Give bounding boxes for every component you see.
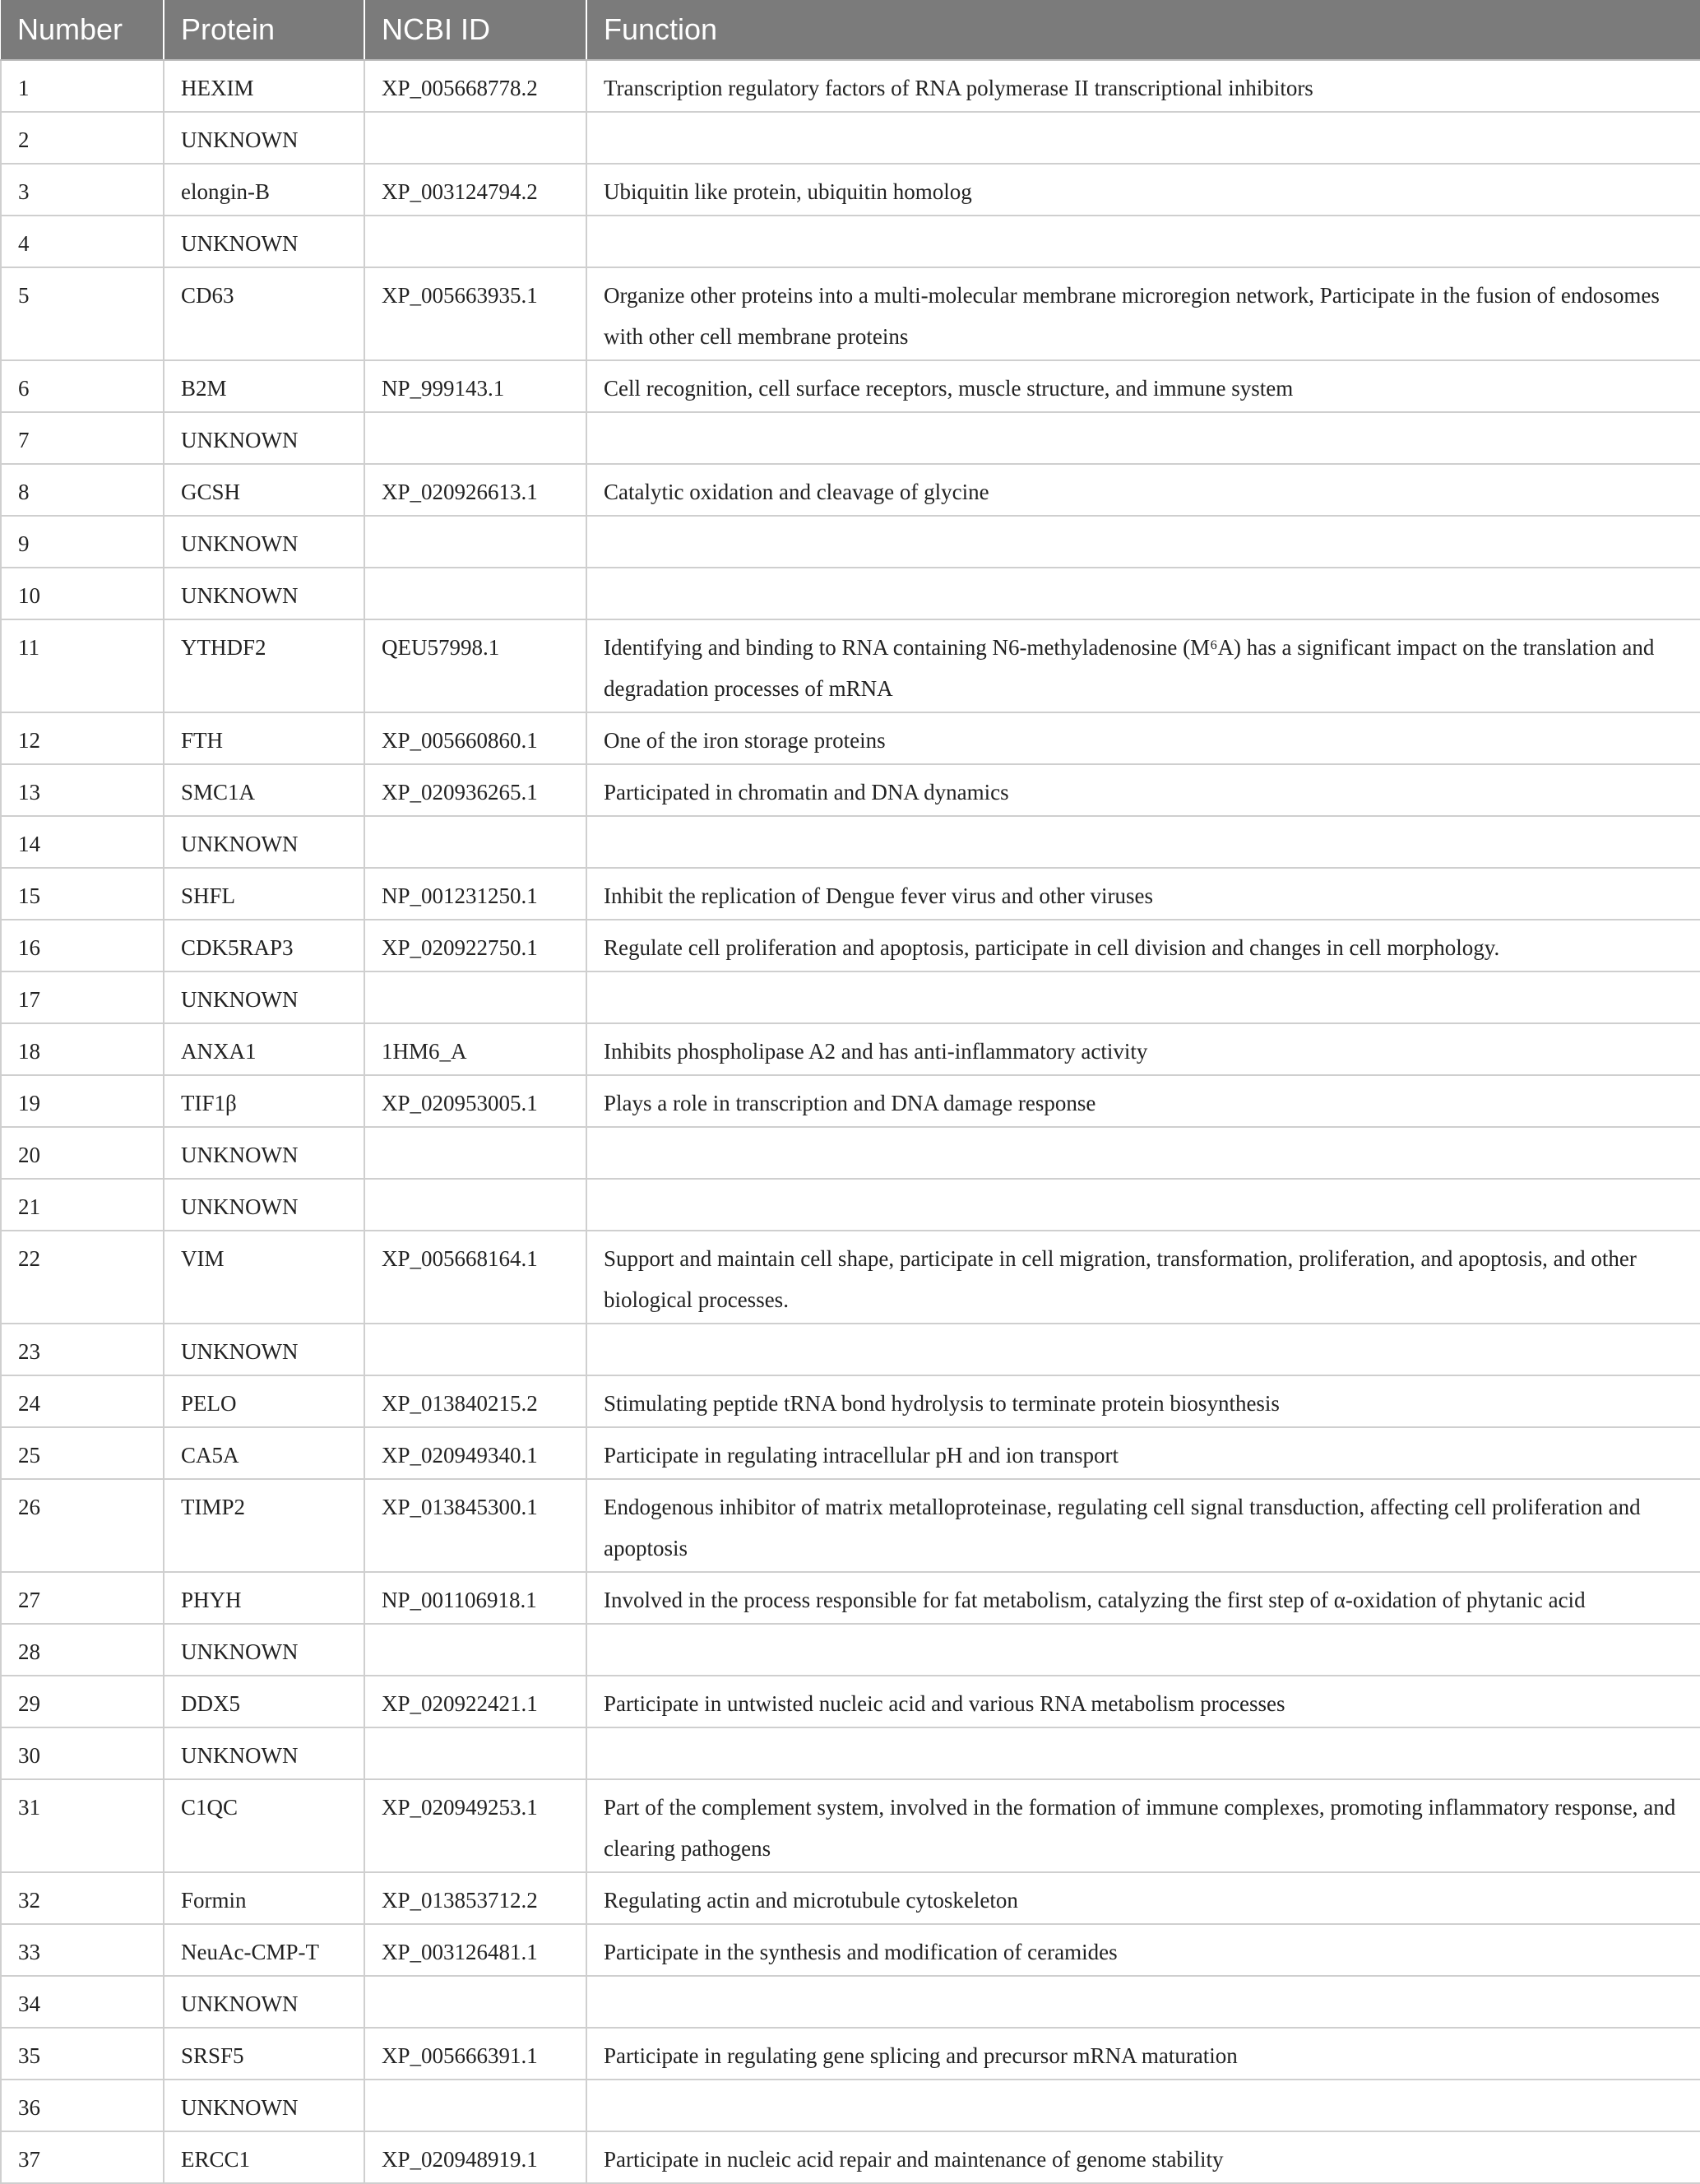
cell-ncbi-id [364, 1727, 586, 1779]
table-row [1, 1572, 1700, 1624]
cell-protein: SRSF5 [164, 2028, 364, 2080]
cell-protein: UNKNOWN [164, 1727, 364, 1779]
cell-number: 22 [1, 1231, 164, 1324]
cell-protein: UNKNOWN [164, 216, 364, 267]
cell-function [586, 412, 1700, 464]
table-row [1, 267, 1700, 360]
cell-protein: CDK5RAP3 [164, 920, 364, 971]
cell-ncbi-id: QEU57998.1 [364, 619, 586, 712]
cell-protein: YTHDF2 [164, 619, 364, 712]
cell-number: 15 [1, 868, 164, 920]
cell-ncbi-id: XP_020936265.1 [364, 764, 586, 816]
table-row [1, 216, 1700, 267]
table-row [1, 1324, 1700, 1375]
cell-number: 36 [1, 2080, 164, 2131]
cell-ncbi-id: 1HM6_A [364, 1023, 586, 1075]
cell-function [586, 1179, 1700, 1231]
cell-ncbi-id: XP_020948919.1 [364, 2131, 586, 2183]
table-header [1, 0, 1700, 60]
cell-ncbi-id [364, 112, 586, 164]
table-row [1, 1179, 1700, 1231]
cell-protein: CA5A [164, 1427, 364, 1479]
header-number: Number [1, 0, 164, 60]
cell-protein: UNKNOWN [164, 1324, 364, 1375]
cell-number: 5 [1, 267, 164, 360]
cell-ncbi-id [364, 816, 586, 868]
cell-function [586, 1727, 1700, 1779]
table-row [1, 2028, 1700, 2080]
cell-number: 6 [1, 360, 164, 412]
cell-ncbi-id: NP_001231250.1 [364, 868, 586, 920]
cell-ncbi-id: XP_020922421.1 [364, 1676, 586, 1727]
cell-function: Ubiquitin like protein, ubiquitin homolog [586, 164, 1700, 216]
header-ncbi-id: NCBI ID [364, 0, 586, 60]
cell-number: 19 [1, 1075, 164, 1127]
cell-protein: UNKNOWN [164, 1624, 364, 1676]
cell-function: Participate in the synthesis and modification of ceramides [586, 1924, 1700, 1976]
cell-ncbi-id [364, 1324, 586, 1375]
cell-ncbi-id [364, 568, 586, 619]
cell-ncbi-id: XP_013853712.2 [364, 1872, 586, 1924]
cell-protein: UNKNOWN [164, 516, 364, 568]
cell-number: 11 [1, 619, 164, 712]
table-row [1, 1127, 1700, 1179]
cell-number: 17 [1, 971, 164, 1023]
cell-protein: UNKNOWN [164, 112, 364, 164]
cell-number: 3 [1, 164, 164, 216]
cell-number: 9 [1, 516, 164, 568]
cell-ncbi-id [364, 216, 586, 267]
cell-ncbi-id [364, 2080, 586, 2131]
table-row [1, 1676, 1700, 1727]
cell-number: 10 [1, 568, 164, 619]
table-row [1, 712, 1700, 764]
cell-ncbi-id: XP_020949340.1 [364, 1427, 586, 1479]
table-row [1, 1023, 1700, 1075]
cell-function: Transcription regulatory factors of RNA polymerase II transcriptional inhibitors [586, 60, 1700, 112]
cell-number: 14 [1, 816, 164, 868]
cell-function: Participate in regulating intracellular pH and ion transport [586, 1427, 1700, 1479]
table-row [1, 1727, 1700, 1779]
cell-function: Identifying and binding to RNA containing N6-methyladenosine (M⁶A) has a significant impact on the translation and degradation processes of mRNA [586, 619, 1700, 712]
cell-function: Regulating actin and microtubule cytoskeleton [586, 1872, 1700, 1924]
header-row [1, 0, 1700, 60]
cell-function [586, 112, 1700, 164]
cell-function: Participate in nucleic acid repair and maintenance of genome stability [586, 2131, 1700, 2183]
cell-number: 33 [1, 1924, 164, 1976]
cell-number: 8 [1, 464, 164, 516]
cell-protein: UNKNOWN [164, 1127, 364, 1179]
cell-protein: HEXIM [164, 60, 364, 112]
cell-function [586, 1324, 1700, 1375]
cell-protein: ERCC1 [164, 2131, 364, 2183]
cell-ncbi-id: XP_003126481.1 [364, 1924, 586, 1976]
cell-protein: UNKNOWN [164, 412, 364, 464]
cell-ncbi-id: XP_013840215.2 [364, 1375, 586, 1427]
cell-ncbi-id: XP_005660860.1 [364, 712, 586, 764]
cell-protein: UNKNOWN [164, 816, 364, 868]
cell-number: 2 [1, 112, 164, 164]
table-row [1, 619, 1700, 712]
cell-ncbi-id: XP_013845300.1 [364, 1479, 586, 1572]
table-row [1, 1872, 1700, 1924]
cell-protein: DDX5 [164, 1676, 364, 1727]
table-row [1, 1427, 1700, 1479]
cell-protein: UNKNOWN [164, 1976, 364, 2028]
cell-protein: B2M [164, 360, 364, 412]
cell-function [586, 516, 1700, 568]
cell-number: 35 [1, 2028, 164, 2080]
table-row [1, 1075, 1700, 1127]
cell-ncbi-id: XP_020953005.1 [364, 1075, 586, 1127]
table-body [1, 60, 1700, 2183]
cell-protein: TIF1β [164, 1075, 364, 1127]
table-row [1, 2080, 1700, 2131]
cell-ncbi-id [364, 1179, 586, 1231]
table-row [1, 920, 1700, 971]
cell-function: Stimulating peptide tRNA bond hydrolysis to terminate protein biosynthesis [586, 1375, 1700, 1427]
table-row [1, 360, 1700, 412]
cell-protein: C1QC [164, 1779, 364, 1872]
cell-ncbi-id: XP_005668164.1 [364, 1231, 586, 1324]
cell-number: 30 [1, 1727, 164, 1779]
cell-function: Inhibit the replication of Dengue fever virus and other viruses [586, 868, 1700, 920]
cell-function: Inhibits phospholipase A2 and has anti-inflammatory activity [586, 1023, 1700, 1075]
cell-number: 37 [1, 2131, 164, 2183]
cell-number: 26 [1, 1479, 164, 1572]
table-row [1, 971, 1700, 1023]
cell-function [586, 971, 1700, 1023]
cell-number: 12 [1, 712, 164, 764]
table-row [1, 1375, 1700, 1427]
cell-number: 7 [1, 412, 164, 464]
cell-ncbi-id [364, 1976, 586, 2028]
cell-function [586, 1976, 1700, 2028]
cell-number: 18 [1, 1023, 164, 1075]
cell-ncbi-id: NP_001106918.1 [364, 1572, 586, 1624]
table-row [1, 1624, 1700, 1676]
cell-protein: SHFL [164, 868, 364, 920]
cell-protein: PHYH [164, 1572, 364, 1624]
table-row [1, 60, 1700, 112]
cell-function: Catalytic oxidation and cleavage of glycine [586, 464, 1700, 516]
cell-function: Plays a role in transcription and DNA damage response [586, 1075, 1700, 1127]
cell-number: 24 [1, 1375, 164, 1427]
cell-protein: CD63 [164, 267, 364, 360]
cell-protein: UNKNOWN [164, 971, 364, 1023]
cell-number: 16 [1, 920, 164, 971]
cell-function [586, 568, 1700, 619]
cell-function [586, 1624, 1700, 1676]
cell-protein: UNKNOWN [164, 568, 364, 619]
table-row [1, 1976, 1700, 2028]
table-row [1, 112, 1700, 164]
cell-protein: ANXA1 [164, 1023, 364, 1075]
table-row [1, 568, 1700, 619]
cell-function: Endogenous inhibitor of matrix metalloproteinase, regulating cell signal transduction, affecting cell proliferation and apoptosis [586, 1479, 1700, 1572]
table-row [1, 764, 1700, 816]
cell-number: 31 [1, 1779, 164, 1872]
cell-protein: elongin-B [164, 164, 364, 216]
cell-number: 21 [1, 1179, 164, 1231]
cell-number: 23 [1, 1324, 164, 1375]
cell-function: Involved in the process responsible for fat metabolism, catalyzing the first step of α-oxidation of phytanic acid [586, 1572, 1700, 1624]
cell-number: 28 [1, 1624, 164, 1676]
cell-function: Participate in untwisted nucleic acid and various RNA metabolism processes [586, 1676, 1700, 1727]
cell-function: Organize other proteins into a multi-molecular membrane microregion network, Participate in the fusion of endosomes with other cell membrane proteins [586, 267, 1700, 360]
cell-number: 27 [1, 1572, 164, 1624]
cell-protein: PELO [164, 1375, 364, 1427]
cell-ncbi-id: XP_005666391.1 [364, 2028, 586, 2080]
table-row [1, 816, 1700, 868]
table-row [1, 516, 1700, 568]
header-protein: Protein [164, 0, 364, 60]
table-row [1, 464, 1700, 516]
cell-function: Participate in regulating gene splicing and precursor mRNA maturation [586, 2028, 1700, 2080]
cell-number: 4 [1, 216, 164, 267]
cell-ncbi-id [364, 1624, 586, 1676]
cell-ncbi-id: XP_020922750.1 [364, 920, 586, 971]
cell-number: 20 [1, 1127, 164, 1179]
cell-ncbi-id: NP_999143.1 [364, 360, 586, 412]
cell-protein: NeuAc-CMP-T [164, 1924, 364, 1976]
cell-ncbi-id: XP_003124794.2 [364, 164, 586, 216]
cell-ncbi-id: XP_020926613.1 [364, 464, 586, 516]
cell-ncbi-id [364, 516, 586, 568]
cell-protein: Formin [164, 1872, 364, 1924]
cell-number: 25 [1, 1427, 164, 1479]
cell-function [586, 2080, 1700, 2131]
cell-protein: FTH [164, 712, 364, 764]
cell-function [586, 1127, 1700, 1179]
cell-function: Regulate cell proliferation and apoptosis, participate in cell division and changes in cell morphology. [586, 920, 1700, 971]
cell-ncbi-id: XP_020949253.1 [364, 1779, 586, 1872]
cell-function: One of the iron storage proteins [586, 712, 1700, 764]
cell-ncbi-id [364, 412, 586, 464]
cell-protein: UNKNOWN [164, 1179, 364, 1231]
cell-function: Participated in chromatin and DNA dynamics [586, 764, 1700, 816]
cell-function [586, 216, 1700, 267]
table-row [1, 2131, 1700, 2183]
table-row [1, 412, 1700, 464]
cell-number: 34 [1, 1976, 164, 2028]
table-row [1, 1924, 1700, 1976]
cell-ncbi-id [364, 1127, 586, 1179]
table-row [1, 868, 1700, 920]
cell-function: Cell recognition, cell surface receptors, muscle structure, and immune system [586, 360, 1700, 412]
cell-ncbi-id: XP_005668778.2 [364, 60, 586, 112]
cell-ncbi-id [364, 971, 586, 1023]
table-row [1, 164, 1700, 216]
cell-number: 13 [1, 764, 164, 816]
cell-protein: TIMP2 [164, 1479, 364, 1572]
cell-function [586, 816, 1700, 868]
table-row [1, 1479, 1700, 1572]
cell-function: Support and maintain cell shape, participate in cell migration, transformation, proliferation, and apoptosis, and other biological processes. [586, 1231, 1700, 1324]
cell-protein: SMC1A [164, 764, 364, 816]
cell-number: 32 [1, 1872, 164, 1924]
cell-ncbi-id: XP_005663935.1 [364, 267, 586, 360]
cell-protein: UNKNOWN [164, 2080, 364, 2131]
table-row [1, 1779, 1700, 1872]
header-function: Function [586, 0, 1700, 60]
cell-protein: GCSH [164, 464, 364, 516]
table-row [1, 1231, 1700, 1324]
cell-function: Part of the complement system, involved in the formation of immune complexes, promoting inflammatory response, and clearing pathogens [586, 1779, 1700, 1872]
cell-number: 1 [1, 60, 164, 112]
cell-protein: VIM [164, 1231, 364, 1324]
cell-number: 29 [1, 1676, 164, 1727]
